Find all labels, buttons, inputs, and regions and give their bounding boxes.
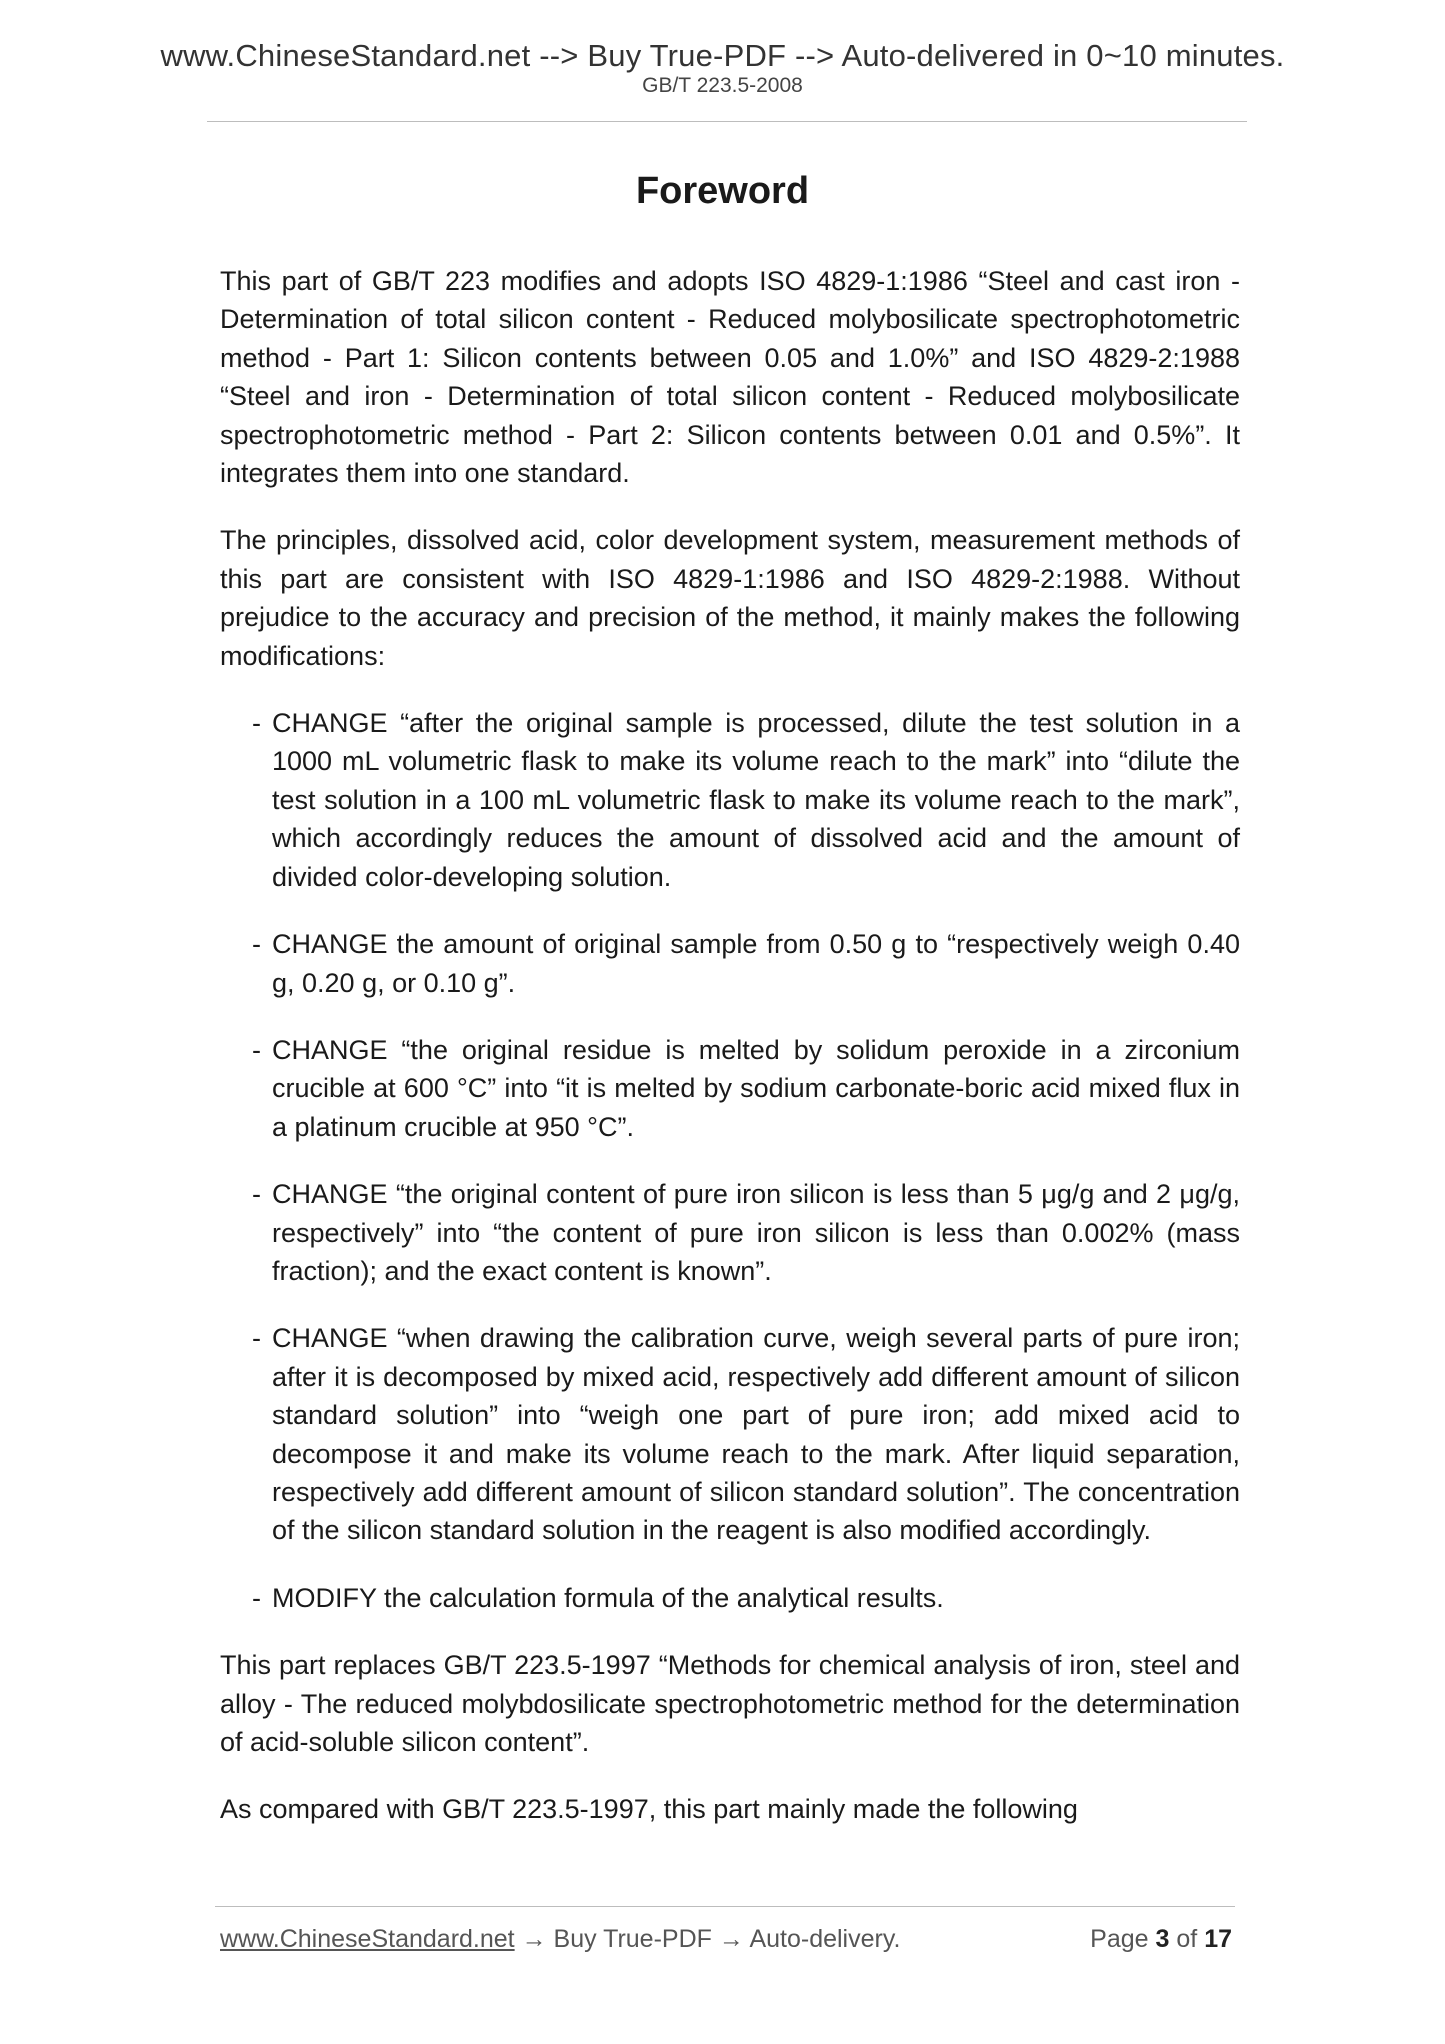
list-item — [220, 925, 1240, 1002]
list-item-text: CHANGE “the original content of pure iron silicon is less than 5 μg/g and 2 μg/g, respectively” into “the content of pure iron silicon is less than 0.002% (mass fraction); and the exact content is known”. — [272, 1179, 1240, 1286]
page-footer — [220, 1925, 1232, 1954]
footer-site-link[interactable]: www.ChineseStandard.net — [220, 1925, 515, 1953]
bullet-marker: - — [252, 929, 261, 960]
paragraph: This part of GB/T 223 modifies and adopts ISO 4829-1:1986 “Steel and cast iron - Determination of total silicon content - Reduced molybosilicate spectrophotometric method - Part 1: Silicon contents between 0.05 and 1.0%” and ISO 4829-2:1988 “Steel and iron - Determination of total silicon content - Reduced molybosilicate spectrophotometric method - Part 2: Silicon contents between 0.01 and 0.5%”. It integrates them into one standard. — [220, 266, 1240, 489]
page-title: Foreword — [635, 170, 810, 212]
list-item — [220, 704, 1240, 896]
arrow-icon: → — [521, 1925, 547, 1953]
page-indicator — [1090, 1925, 1232, 1954]
footer-delivery-text: Auto-delivery. — [749, 1925, 901, 1953]
list-item-text: MODIFY the calculation formula of the analytical results. — [272, 1582, 944, 1613]
bullet-marker: - — [252, 1582, 261, 1613]
list-item-text: CHANGE “after the original sample is processed, dilute the test solution in a 1000 mL volumetric flask to make its volume reach to the mark” into “dilute the test solution in a 100 mL volumetric flask to make its volume reach to the mark”, which accordingly reduces the amount of dissolved acid and the amount of divided color-developing solution. — [272, 708, 1240, 892]
footer-buy-text: Buy True-PDF — [553, 1925, 712, 1953]
paragraph: This part replaces GB/T 223.5-1997 “Methods for chemical analysis of iron, steel and alloy - The reduced molybdosilicate spectrophotometric method for the determination of acid-soluble silicon content”. — [220, 1650, 1240, 1757]
bullet-marker: - — [252, 1323, 261, 1354]
paragraph: As compared with GB/T 223.5-1997, this part mainly made the following — [220, 1794, 1078, 1825]
header-divider — [207, 121, 1247, 122]
document-body — [220, 262, 1240, 1858]
modification-list — [220, 704, 1240, 1617]
page-total: 17 — [1204, 1925, 1232, 1953]
paragraph: The principles, dissolved acid, color development system, measurement methods of this part are consistent with ISO 4829-1:1986 and ISO 4829-2:1988. Without prejudice to the accuracy and precision of the method, it mainly makes the following modifications: — [220, 525, 1240, 671]
arrow-icon: → — [718, 1925, 744, 1953]
page-label: Page — [1090, 1925, 1149, 1953]
bullet-marker: - — [252, 1034, 261, 1065]
of-label: of — [1176, 1925, 1198, 1953]
bullet-marker: - — [252, 708, 261, 739]
header-banner — [0, 38, 1445, 74]
footer-divider — [215, 1906, 1235, 1907]
bullet-marker: - — [252, 1179, 261, 1210]
list-item-text: CHANGE “when drawing the calibration curve, weigh several parts of pure iron; after it is decomposed by mixed acid, respectively add different amount of silicon standard solution” into “weigh one part of pure iron; add mixed acid to decompose it and make its volume reach to the mark. After liquid separation, respectively add different amount of silicon standard solution”. The concentration of the silicon standard solution in the reagent is also modified accordingly. — [272, 1323, 1240, 1546]
list-item-text: CHANGE the amount of original sample from 0.50 g to “respectively weigh 0.40 g, 0.20 g, or 0.10 g”. — [272, 929, 1240, 998]
document-id: GB/T 223.5-2008 — [642, 74, 803, 97]
list-item — [220, 1579, 1240, 1617]
list-item — [220, 1031, 1240, 1146]
list-item-text: CHANGE “the original residue is melted by solidum peroxide in a zirconium crucible at 600 °C” into “it is melted by sodium carbonate-boric acid mixed flux in a platinum crucible at 950 °C”. — [272, 1034, 1240, 1142]
site-link[interactable]: www.ChineseStandard.net — [160, 38, 531, 73]
page-number: 3 — [1155, 1925, 1170, 1953]
list-item — [220, 1319, 1240, 1549]
list-item — [220, 1175, 1240, 1290]
banner-text: --> Buy True-PDF --> Auto-delivered in 0~10 minutes. — [530, 38, 1285, 73]
